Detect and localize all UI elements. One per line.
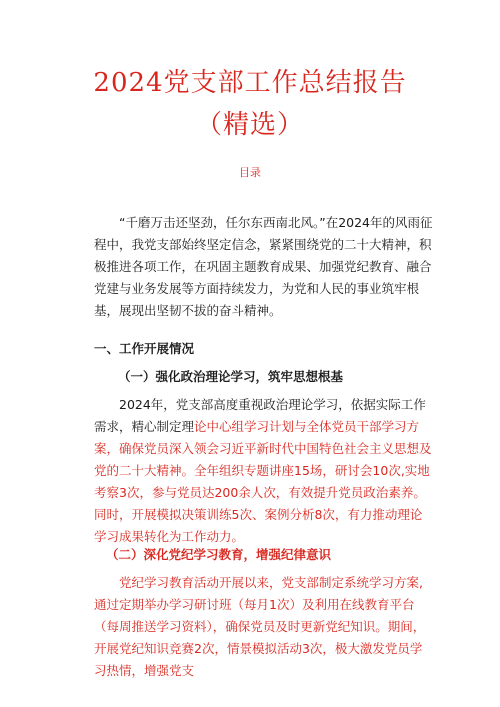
sub1-heading: （一）强化政治理论学习，筑牢思想根基	[118, 369, 344, 384]
toc-link[interactable]: 目录	[239, 166, 261, 179]
sub2-text: 党纪学习教育活动开展以来，党支部制定系统学习方案,通过定期举办学习研讨班（每月1次）及利用在线教育平台（每周推送学习资料），确保党员及时更新党纪知识。期间，开展党纪知识竞赛2次，情景模拟活动3次，极大激发党员学习热情，增强党支	[94, 575, 426, 678]
sub2-heading: （二）深化党纪学习教育，增强纪律意识	[106, 547, 332, 562]
doc-title: 2024党支部工作总结报告	[93, 68, 407, 98]
sub1-text-black: 2024年，党支部高度重视政治理论学习，依据实际工作需求，精心制定理	[94, 397, 426, 434]
intro-text: “千磨万击还坚劲，任尔东西南北风。”在2024年的风雨征程中，我党支部始终坚定信念，紧紧围绕党的二十大精神，积极推进各项工作，在巩固主题教育成果、加强党纪教育、融合党建与业务发展等方面持续发力，为党和人民的事业筑牢根基，展现出坚韧不拔的奋斗精神。	[94, 215, 433, 318]
doc-subtitle: （精选）	[195, 110, 304, 140]
sub1-text-red: 论中心组学习计划与全体党员干部学习方案，确保党员深入领会习近平新时代中国特色社会主义思想及党的二十大精神。全年组织专题讲座15场，研讨会10次,实地考察3次，参与党员达200余人次，有效提升党员政治素养。同时，开展模拟决策训练5次、案例分析8次，有力推动理论学习成果转化为工作动力。	[94, 419, 432, 544]
sub1-paragraph	[94, 394, 434, 548]
sub2-paragraph	[94, 572, 434, 682]
intro-paragraph	[94, 212, 434, 322]
section1-heading: 一、工作开展情况	[94, 341, 195, 356]
